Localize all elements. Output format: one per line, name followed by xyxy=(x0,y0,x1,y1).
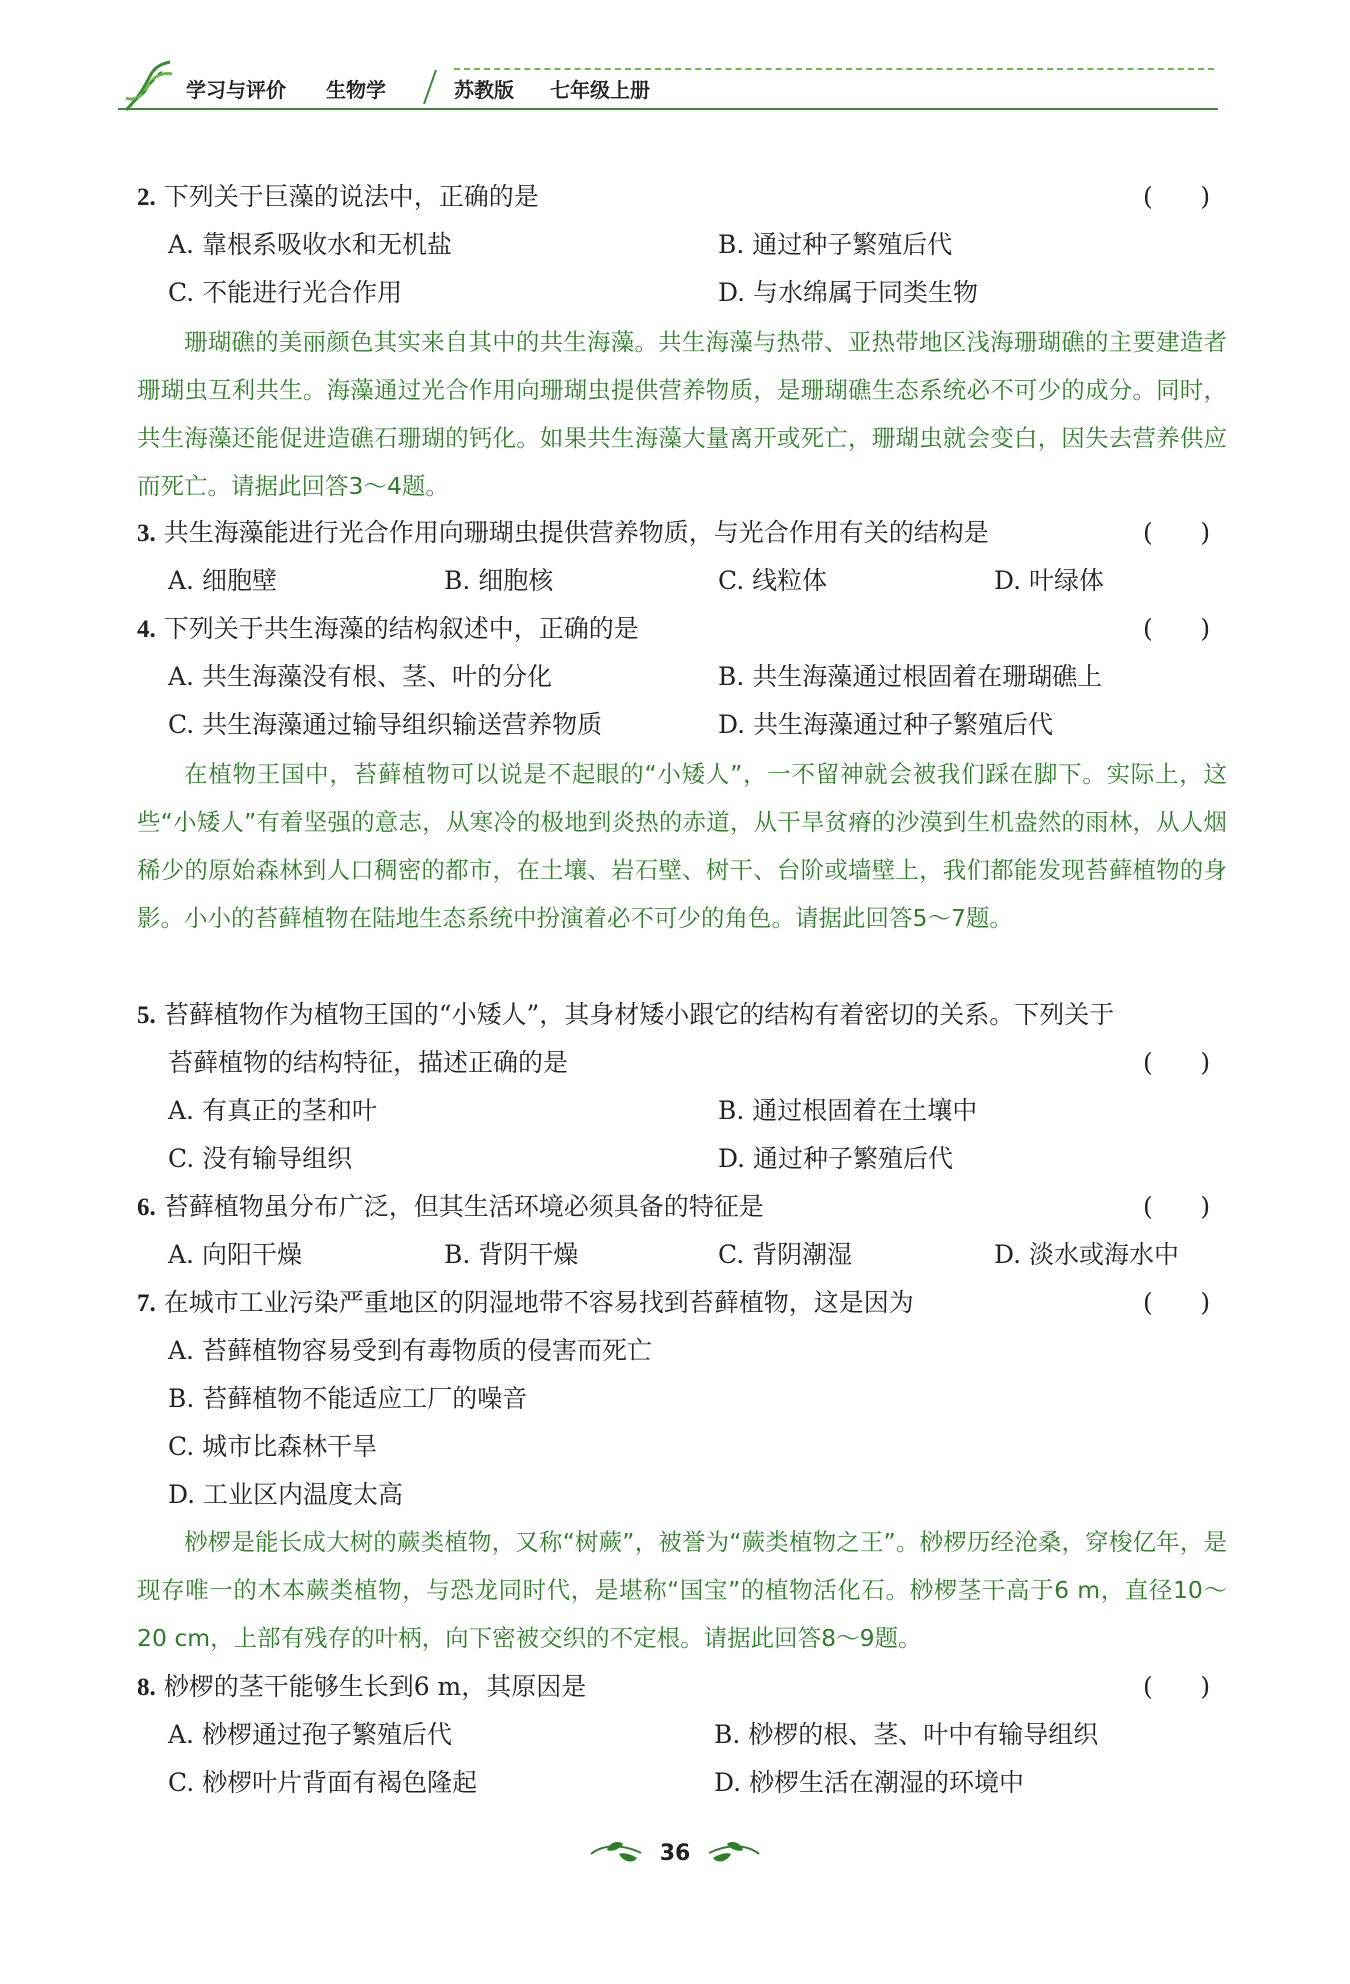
option-b: B. 通过种子繁殖后代 xyxy=(718,230,953,259)
passage-text: 珊瑚礁的美丽颜色其实来自其中的共生海藻。共生海藻与热带、亚热带地区浅海珊瑚礁的主要建造者珊瑚虫互利共生。海藻通过光合作用向珊瑚虫提供营养物质，是珊瑚礁生态系统必不可少的成分。同时，共生海藻还能促进造礁石珊瑚的钙化。如果共生海藻大量离开或死亡，珊瑚虫就会变白，因失去营养供应而死亡。请据此回答3～4题。 xyxy=(137,328,1227,500)
option-b: B. 桫椤的根、茎、叶中有输导组织 xyxy=(714,1720,1099,1749)
option-c: C. 桫椤叶片背面有褐色隆起 xyxy=(168,1768,478,1797)
option-c: C. 城市比森林干旱 xyxy=(168,1432,378,1461)
answer-bracket: ( ) xyxy=(1143,1288,1211,1317)
passage-text: 在植物王国中，苔藓植物可以说是不起眼的“小矮人”，一不留神就会被我们踩在脚下。实际上，这些“小矮人”有着坚强的意志，从寒冷的极地到炎热的赤道，从干旱贫瘠的沙漠到生机盎然的雨林，从人烟稀少的原始森林到人口稠密的都市，在土壤、岩石壁、树干、台阶或墙壁上，我们都能发现苔藓植物的身影。小小的苔藓植物在陆地生态系统中扮演着必不可少的角色。请据此回答5～7题。 xyxy=(137,760,1227,932)
option-a: A. 向阳干燥 xyxy=(168,1240,302,1269)
option-c: C. 不能进行光合作用 xyxy=(168,278,403,307)
question-stem: 桫椤的茎干能够生长到6 m，其原因是 xyxy=(163,1672,587,1701)
option-c: C. 背阴潮湿 xyxy=(718,1240,853,1269)
question-number: 7. xyxy=(137,1290,156,1317)
option-a: A. 有真正的茎和叶 xyxy=(168,1096,377,1125)
series-title: 学习与评价 xyxy=(186,78,286,102)
question-number: 6. xyxy=(137,1194,156,1221)
question-number: 8. xyxy=(137,1674,156,1701)
option-a: A. 共生海藻没有根、茎、叶的分化 xyxy=(168,662,552,691)
question-stem: 下列关于巨藻的说法中，正确的是 xyxy=(163,182,539,211)
option-a: A. 靠根系吸收水和无机盐 xyxy=(168,230,452,259)
answer-bracket: ( ) xyxy=(1143,1192,1211,1221)
question-stem-line-2: 苔藓植物的结构特征，描述正确的是 xyxy=(168,1048,569,1077)
option-b: B. 背阴干燥 xyxy=(444,1240,579,1269)
question-stem: 在城市工业污染严重地区的阴湿地带不容易找到苔藓植物，这是因为 xyxy=(163,1288,914,1317)
question-stem: 下列关于共生海藻的结构叙述中，正确的是 xyxy=(163,614,639,643)
leaf-ornament-icon xyxy=(707,1840,761,1866)
leaf-ornament-icon xyxy=(589,1840,643,1866)
question-stem: 苔藓植物作为植物王国的“小矮人”，其身材矮小跟它的结构有着密切的关系。下列关于 xyxy=(163,1000,1115,1029)
passage-text: 桫椤是能长成大树的蕨类植物，又称“树蕨”，被誉为“蕨类植物之王”。桫椤历经沧桑，穿梭亿年，是现存唯一的木本蕨类植物，与恐龙同时代，是堪称“国宝”的植物活化石。桫椤茎干高于6 m，直径10～20 cm，上部有残存的叶柄，向下密被交织的不定根。请据此回答8～9题。 xyxy=(137,1528,1227,1652)
question-5 xyxy=(137,1000,1114,1031)
header-dashed-line xyxy=(454,68,1214,70)
option-d: D. 叶绿体 xyxy=(994,566,1105,595)
option-a: A. 桫椤通过孢子繁殖后代 xyxy=(168,1720,452,1749)
question-6 xyxy=(137,1192,764,1223)
answer-bracket: ( ) xyxy=(1143,182,1211,211)
page-number: 36 xyxy=(659,1840,691,1866)
question-number: 2. xyxy=(137,184,156,211)
question-2 xyxy=(137,182,539,213)
option-c: C. 共生海藻通过输导组织输送营养物质 xyxy=(168,710,603,739)
edition-label: 苏教版 xyxy=(454,78,514,102)
option-d: D. 与水绵属于同类生物 xyxy=(718,278,979,307)
reading-passage-2 xyxy=(137,750,1227,942)
question-number: 3. xyxy=(137,520,156,547)
option-c: C. 线粒体 xyxy=(718,566,828,595)
page-header xyxy=(118,58,1218,118)
question-3 xyxy=(137,518,989,549)
option-d: D. 淡水或海水中 xyxy=(994,1240,1180,1269)
option-a: A. 细胞壁 xyxy=(168,566,277,595)
answer-bracket: ( ) xyxy=(1143,518,1211,547)
option-b: B. 共生海藻通过根固着在珊瑚礁上 xyxy=(718,662,1103,691)
option-d: D. 通过种子繁殖后代 xyxy=(718,1144,954,1173)
option-b: B. 细胞核 xyxy=(444,566,554,595)
reading-passage-3 xyxy=(137,1518,1227,1662)
option-b: B. 苔藓植物不能适应工厂的噪音 xyxy=(168,1384,528,1413)
answer-bracket: ( ) xyxy=(1143,1048,1211,1077)
page-footer xyxy=(0,1840,1350,1866)
reading-passage-1 xyxy=(137,318,1227,510)
option-c: C. 没有输导组织 xyxy=(168,1144,353,1173)
header-rule xyxy=(118,108,1218,110)
option-d: D. 工业区内温度太高 xyxy=(168,1480,404,1509)
subject-title: 生物学 xyxy=(326,78,386,102)
header-slash xyxy=(420,68,440,108)
question-7 xyxy=(137,1288,914,1319)
question-number: 5. xyxy=(137,1002,156,1029)
grade-label: 七年级上册 xyxy=(550,78,650,102)
question-stem: 苔藓植物虽分布广泛，但其生活环境必须具备的特征是 xyxy=(163,1192,764,1221)
option-a: A. 苔藓植物容易受到有毒物质的侵害而死亡 xyxy=(168,1336,652,1365)
question-stem: 共生海藻能进行光合作用向珊瑚虫提供营养物质，与光合作用有关的结构是 xyxy=(163,518,989,547)
question-8 xyxy=(137,1672,586,1703)
answer-bracket: ( ) xyxy=(1143,1672,1211,1701)
answer-bracket: ( ) xyxy=(1143,614,1211,643)
question-number: 4. xyxy=(137,616,156,643)
option-b: B. 通过根固着在土壤中 xyxy=(718,1096,978,1125)
question-4 xyxy=(137,614,639,645)
option-d: D. 共生海藻通过种子繁殖后代 xyxy=(718,710,1054,739)
option-d: D. 桫椤生活在潮湿的环境中 xyxy=(714,1768,1025,1797)
